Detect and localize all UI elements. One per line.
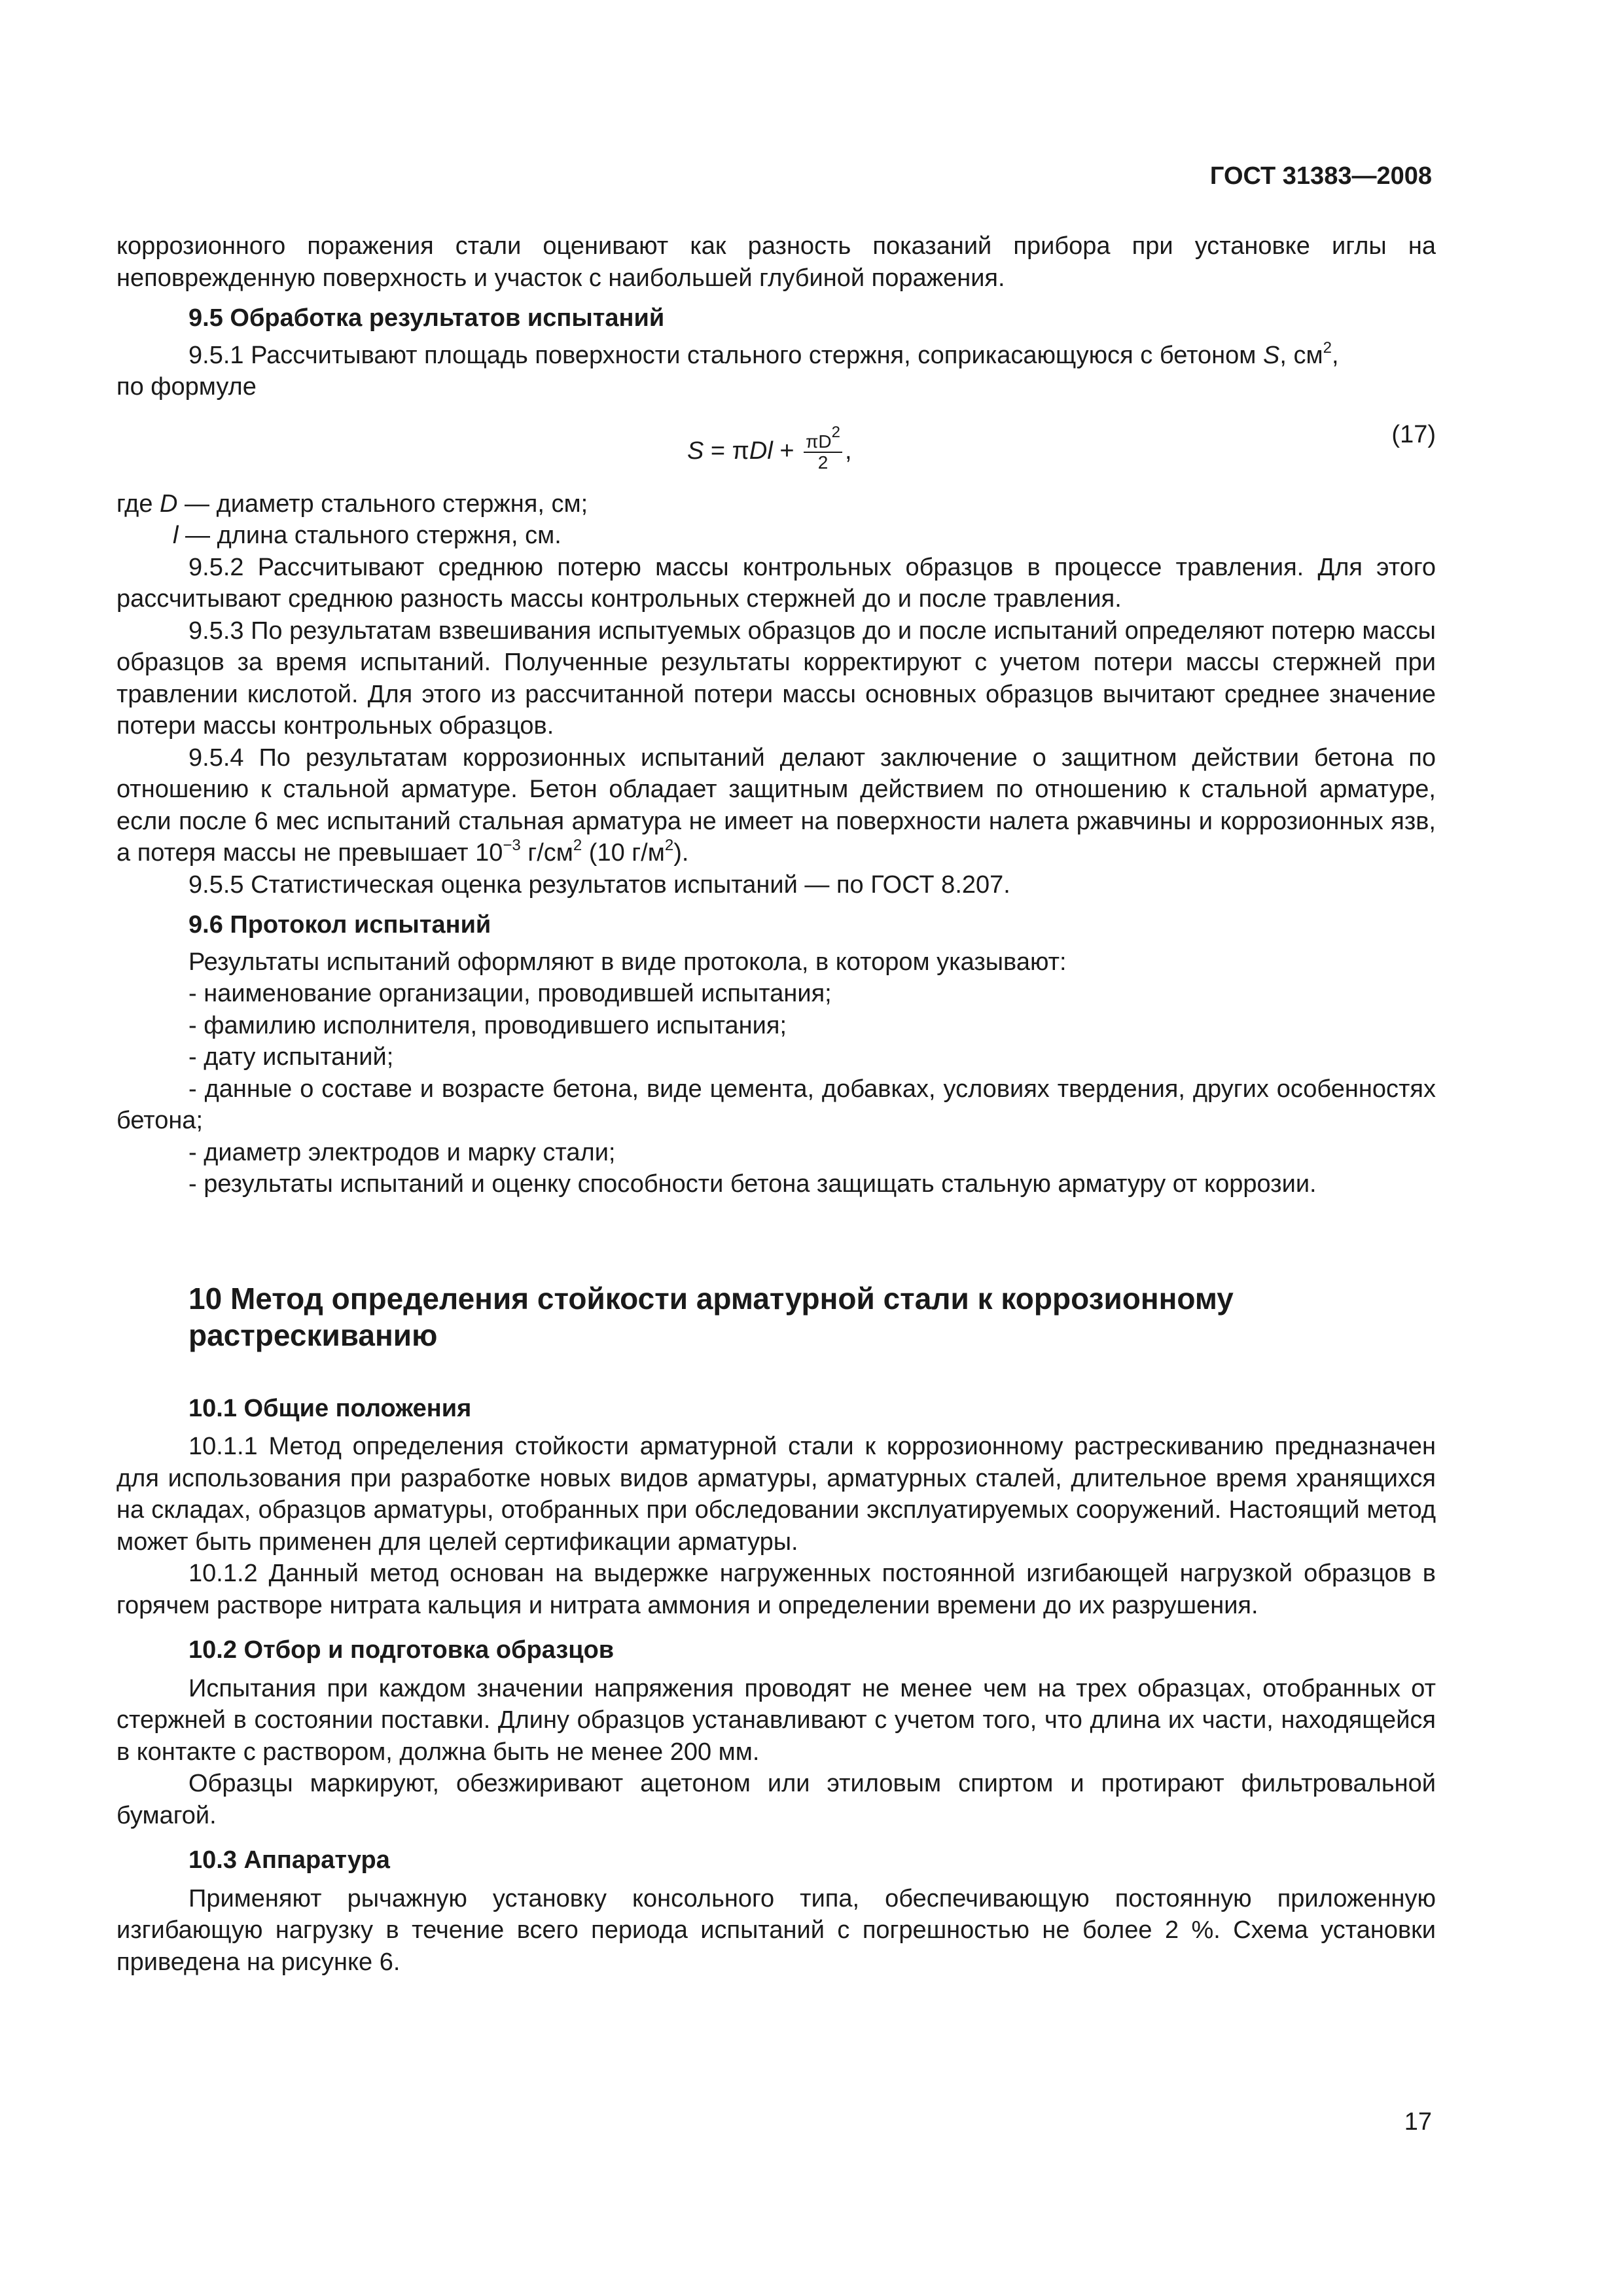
protocol-list-item: - данные о составе и возрасте бетона, виде цемента, добавках, условиях твердения, других особенностях бетона; bbox=[116, 1075, 1436, 1134]
variable-s: S bbox=[1262, 341, 1280, 369]
paragraph-9-5-3: 9.5.3 По результатам взвешивания испытуемых образцов до и после испытаний определяют потерю массы образцов за время испытаний. Полученные результаты корректируют с учетом потери массы стержней при травлении кислотой. Для этого из рассчитанной потери массы основных образцов вычитают среднее значение потери массы контрольных образцов. bbox=[116, 617, 1436, 740]
paragraph-10-2-2: Образцы маркируют, обезжиривают ацетоном или этиловым спиртом и протирают фильтровальной бумагой. bbox=[116, 1770, 1436, 1829]
text-run: , см bbox=[1279, 341, 1323, 369]
protocol-list-item: - дату испытаний; bbox=[188, 1043, 394, 1071]
protocol-list-item: - диаметр электродов и марку стали; bbox=[188, 1138, 616, 1166]
superscript: 2 bbox=[664, 836, 674, 854]
superscript: −3 bbox=[503, 836, 521, 854]
equation-number: (17) bbox=[1391, 420, 1436, 448]
text-run: (10 г/м bbox=[582, 839, 665, 867]
protocol-list-item: - результаты испытаний и оценку способности бетона защищать стальную арматуру от коррозии. bbox=[188, 1170, 1317, 1198]
fraction-numerator bbox=[804, 423, 842, 453]
formula-expression bbox=[687, 423, 852, 473]
section-heading-10-2: 10.2 Отбор и подготовка образцов bbox=[188, 1636, 615, 1664]
paragraph-10-1-2: 10.1.2 Данный метод основан на выдержке нагруженных постоянной изгибающей нагрузкой образцов в горячем растворе нитрата кальция и нитрата аммония и определении времени до их разрушения. bbox=[116, 1560, 1436, 1619]
formula-term: Dl bbox=[749, 437, 773, 465]
paragraph-9-5-2: 9.5.2 Рассчитывают среднюю потерю массы контрольных образцов в процессе травления. Для этого рассчитывают среднюю разность массы контрольных стержней до и после травления. bbox=[116, 553, 1436, 613]
protocol-list-item: - фамилию исполнителя, проводившего испытания; bbox=[188, 1011, 787, 1039]
continuation-paragraph: коррозионного поражения стали оценивают как разность показаний прибора при установке иглы на неповрежденную поверхность и участок с наибольшей глубиной поражения. bbox=[116, 232, 1436, 292]
variable-d: D bbox=[160, 490, 178, 518]
superscript: 2 bbox=[573, 836, 582, 854]
section-heading-9-6: 9.6 Протокол испытаний bbox=[188, 911, 491, 939]
formula-equals: = π bbox=[704, 437, 749, 465]
main-text-column bbox=[116, 230, 1436, 1978]
numerator-text: πD bbox=[806, 431, 832, 452]
where-line-d bbox=[116, 488, 1436, 520]
text-run: , bbox=[1331, 341, 1339, 369]
text-run: 9.5.4 По результатам коррозионных испытаний делают заключение о защитном действии бетона по отношению к стальной арматуре. Бетон обладает защитным действием по отношению к стальной арматуре, если после 6 мес испытаний стальная арматура не имеет на поверхности налета ржавчины и коррозионных язв, а потеря массы не превышает 10 bbox=[116, 744, 1436, 867]
formula-comma: , bbox=[845, 437, 852, 465]
formula-17 bbox=[116, 412, 1436, 484]
formula-plus: + bbox=[772, 437, 802, 465]
text-run: ). bbox=[673, 839, 689, 867]
paragraph-10-3-1: Применяют рычажную установку консольного типа, обеспечивающую постоянную приложенную изгибающую нагрузку в течение всего периода испытаний с погрешностью не более 2 %. Схема установки приведена на рисунке 6. bbox=[116, 1884, 1436, 1976]
text-run: — диаметр стального стержня, см; bbox=[177, 490, 588, 518]
text-run: 9.5.1 Рассчитывают площадь поверхности стального стержня, соприкасающуюся с бетоном bbox=[188, 341, 1263, 369]
standard-code: ГОСТ 31383—2008 bbox=[1209, 162, 1432, 190]
text-run: — длина стального стержня, см. bbox=[178, 522, 562, 549]
text-run: г/см bbox=[520, 839, 573, 867]
numerator-superscript: 2 bbox=[831, 423, 840, 441]
section-heading-10: 10 Метод определения стойкости арматурной стали к коррозионному растрескиванию bbox=[188, 1281, 1234, 1352]
variable-l: l bbox=[173, 522, 179, 549]
paragraph-10-1-1: 10.1.1 Метод определения стойкости арматурной стали к коррозионному растрескиванию предназначен для использования при разработке новых видов арматуры, арматурных сталей, длительное время хранящихся на складах, образцов арматуры, отобранных при обследовании эксплуатируемых сооружений. Настоящий метод может быть применен для целей сертификации арматуры. bbox=[116, 1433, 1436, 1556]
formula-lhs: S bbox=[687, 437, 704, 465]
section-heading-9-5: 9.5 Обработка результатов испытаний bbox=[188, 304, 665, 332]
fraction-denominator: 2 bbox=[817, 452, 829, 473]
protocol-intro: Результаты испытаний оформляют в виде протокола, в котором указывают: bbox=[188, 948, 1067, 976]
paragraph-9-5-5: 9.5.5 Статистическая оценка результатов испытаний — по ГОСТ 8.207. bbox=[188, 870, 1010, 899]
formula-fraction bbox=[804, 423, 842, 473]
paragraph-10-2-1: Испытания при каждом значении напряжения проводят не менее чем на трех образцах, отобранных от стержней в состоянии поставки. Длину образцов устанавливают с учетом того, что длина их части, находящейся в контакте с раствором, должна быть не менее 200 мм. bbox=[116, 1674, 1436, 1766]
page-number: 17 bbox=[1404, 2108, 1432, 2136]
superscript: 2 bbox=[1323, 338, 1332, 357]
paragraph-9-5-1 bbox=[116, 340, 1436, 372]
where-line-l bbox=[116, 520, 1436, 552]
section-heading-10-3: 10.3 Аппаратура bbox=[188, 1846, 390, 1874]
paragraph-9-5-4 bbox=[116, 742, 1436, 869]
paragraph-9-5-1-line2: по формуле bbox=[116, 373, 257, 401]
section-heading-10-1: 10.1 Общие положения bbox=[188, 1394, 472, 1422]
protocol-list-item: - наименование организации, проводившей испытания; bbox=[188, 980, 832, 1007]
text-run: где bbox=[116, 490, 160, 518]
